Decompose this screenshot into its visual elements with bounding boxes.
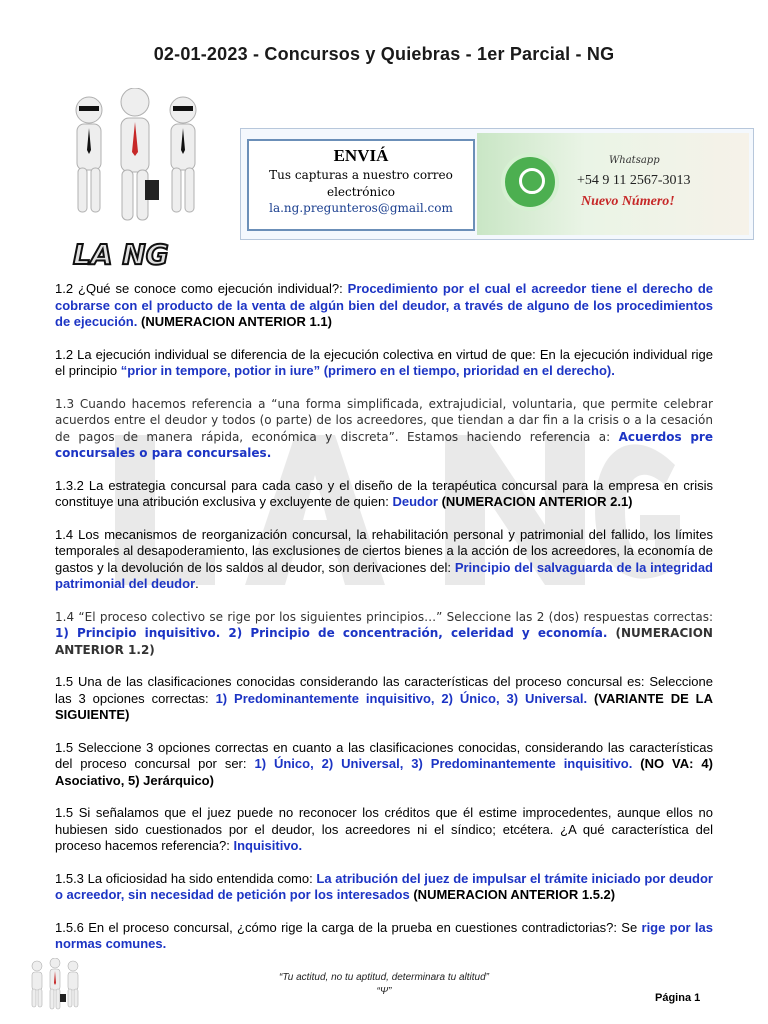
numbering-note: (NUMERACION ANTERIOR 1.2) <box>55 626 713 657</box>
question-text: 1.3 Cuando hacemos referencia a “una forma simplificada, extrajudicial, voluntaria, que permite celebrar acuerdos entre el deudor y todos (o parte) de los acreedores, que tiendan a dar fin a la crisis o a la cesación de pagos de manera rápida, económica y discreta”. Estamos haciendo referencia a: <box>55 396 713 444</box>
question-text: 1.5 Una de las clasificaciones conocidas considerando las características del proceso concursal es: Seleccione las 3 opciones correctas: <box>55 674 713 706</box>
question-text: 1.2 ¿Qué se conoce como ejecución individual?: <box>55 281 348 296</box>
question-1-2-b <box>55 347 713 380</box>
promo-line-1: Tus capturas a nuestro correo <box>269 168 453 182</box>
numbering-note: (VARIANTE DE LA SIGUIENTE) <box>55 690 713 722</box>
question-1-5 <box>55 674 713 724</box>
question-text: 1.4 Los mecanismos de reorganización concursal, la rehabilitación personal y patrimonial del fallido, los límites temporales al desapoderamiento, las exclusiones de ciertos bienes a la acción de los acreedores, la economía de gastos y la devolución de los saldos al deudor, son derivaciones del: <box>55 526 713 575</box>
promo-heading: ENVIÁ <box>333 146 389 165</box>
footer-symbol: “Ψ” <box>376 986 392 997</box>
whatsapp-promo-box <box>477 133 749 235</box>
question-text: 1.5.6 En el proceso concursal, ¿cómo rige la carga de la prueba en cuestiones contradictorias?: Se <box>55 919 642 935</box>
question-tail: . <box>195 576 199 591</box>
question-text: 1.2 La ejecución individual se diferencia de la ejecución colectiva en virtud de que: En la ejecución individual rige el principio <box>55 346 713 378</box>
logo-text: LA NG <box>73 238 169 271</box>
question-1-2 <box>55 281 713 331</box>
question-text: 1.5.3 La oficiosidad ha sido entendida como: <box>55 870 317 886</box>
email-promo-box <box>247 139 475 231</box>
questions-body <box>55 281 713 969</box>
answer-text: Deudor <box>392 494 438 509</box>
page-title: 02-01-2023 - Concursos y Quiebras - 1er Parcial - NG <box>153 44 615 64</box>
answer-text: Procedimiento por el cual el acreedor tiene el derecho de cobrarse con el producto de la venta de algún bien del deudor, a través de alguno de los procedimientos de ejecución. <box>55 281 713 329</box>
numbering-note: (NUMERACION ANTERIOR 1.5.2) <box>409 887 616 902</box>
answer-text: La atribución del juez de impulsar el trámite iniciado por deudor o acreedor, sin necesidad de petición por los interesados <box>55 870 713 902</box>
question-1-5-c <box>55 805 713 855</box>
answer-text: Principio del salvaguarda de la integridad patrimonial del deudor <box>55 559 713 591</box>
page-number: Página 1 <box>655 992 701 1004</box>
whatsapp-label: Whatsapp <box>609 155 660 166</box>
question-text: 1.5 Seleccione 3 opciones correctas en cuanto a las clasificaciones conocidas, considerando las características del proceso concursal por ser: <box>55 739 713 771</box>
question-1-5-3 <box>55 871 713 904</box>
answer-text: 1) Único, 2) Universal, 3) Predominantemente inquisitivo. <box>254 756 633 771</box>
answer-text: rige por las normas comunes. <box>55 919 714 951</box>
numbering-note: (NO VA: 4) Asociativo, 5) Jerárquico) <box>55 756 713 788</box>
answer-text: 1) Predominantemente inquisitivo, 2) Único, 3) Universal. <box>215 690 588 706</box>
footer-quote: “Tu actitud, no tu aptitud, determinara tu altitud” <box>279 972 489 983</box>
question-1-5-b <box>55 740 713 790</box>
question-1-3 <box>55 396 713 462</box>
question-text: 1.5 Si señalamos que el juez puede no reconocer los créditos que él estime improcedentes, aunque ellos no hubiesen sido cuestionados por el deudor, los acreedores ni el síndico; etcétera. ¿A qué característica del proceso hacemos referencia?: <box>55 805 713 853</box>
whatsapp-icon <box>501 153 559 211</box>
promo-line-2: electrónico <box>326 185 396 199</box>
whatsapp-phone[interactable]: +54 9 11 2567-3013 <box>577 173 691 188</box>
question-text: 1.4 “El proceso colectivo se rige por los siguientes principios…” Seleccione las 2 (dos) respuestas correctas: <box>55 609 713 624</box>
new-number-label: Nuevo Número! <box>581 194 675 209</box>
promo-banner <box>240 128 754 240</box>
question-text: 1.3.2 La estrategia concursal para cada caso y el diseño de la terapéutica concursal para la empresa en crisis constituye una atribución exclusiva y excluyente de quien: <box>55 477 713 509</box>
numbering-note: (NUMERACION ANTERIOR 2.1) <box>437 494 633 509</box>
la-ng-logo <box>65 88 205 273</box>
numbering-note: (NUMERACION ANTERIOR 1.1) <box>137 314 332 329</box>
question-1-4 <box>55 527 713 593</box>
promo-email[interactable]: la.ng.pregunteros@gmail.com <box>269 201 453 215</box>
question-1-5-6 <box>55 920 713 953</box>
question-1-3-2 <box>55 478 713 511</box>
answer-text: Acuerdos pre concursales o para concursales. <box>55 429 713 460</box>
answer-text: “prior in tempore, potior in iure” (primero en el tiempo, prioridad en el derecho). <box>120 363 615 378</box>
answer-text: 1) Principio inquisitivo. 2) Principio de concentración, celeridad y economía. <box>55 626 608 640</box>
question-1-4-b <box>55 609 713 659</box>
answer-text: Inquisitivo. <box>233 838 303 853</box>
